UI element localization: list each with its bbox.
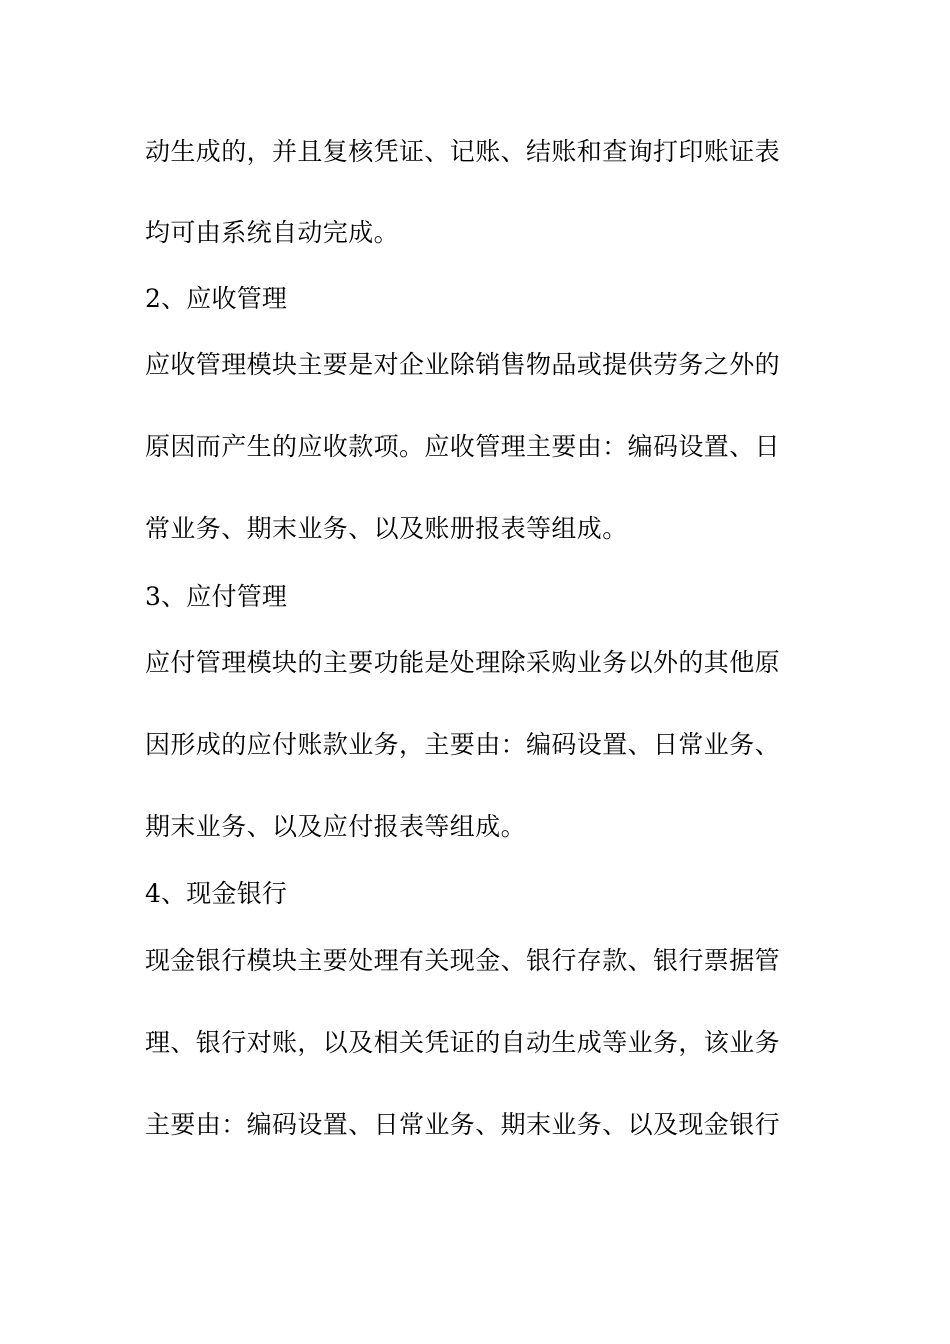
section-heading-payables: 3、应付管理 (145, 582, 288, 611)
paragraph-line: 常业务、期末业务、以及账册报表等组成。 (145, 514, 628, 543)
section-heading-receivables: 2、应收管理 (145, 284, 288, 313)
paragraph-line: 期末业务、以及应付报表等组成。 (145, 812, 527, 841)
paragraph-line: 理、银行对账，以及相关凭证的自动生成等业务，该业务 (145, 1028, 781, 1057)
paragraph-line: 原因而产生的应收款项。应收管理主要由：编码设置、日 (145, 432, 781, 461)
paragraph-line: 动生成的，并且复核凭证、记账、结账和查询打印账证表 (145, 137, 781, 166)
paragraph-line: 主要由：编码设置、日常业务、期末业务、以及现金银行 (145, 1110, 781, 1139)
paragraph-line: 因形成的应付账款业务，主要由：编码设置、日常业务、 (145, 730, 781, 759)
section-heading-cash-bank: 4、现金银行 (145, 879, 288, 908)
paragraph-line: 应付管理模块的主要功能是处理除采购业务以外的其他原 (145, 648, 781, 677)
paragraph-line: 均可由系统自动完成。 (145, 218, 400, 247)
paragraph-line: 现金银行模块主要处理有关现金、银行存款、银行票据管 (145, 946, 781, 975)
paragraph-line: 应收管理模块主要是对企业除销售物品或提供劳务之外的 (145, 350, 781, 379)
